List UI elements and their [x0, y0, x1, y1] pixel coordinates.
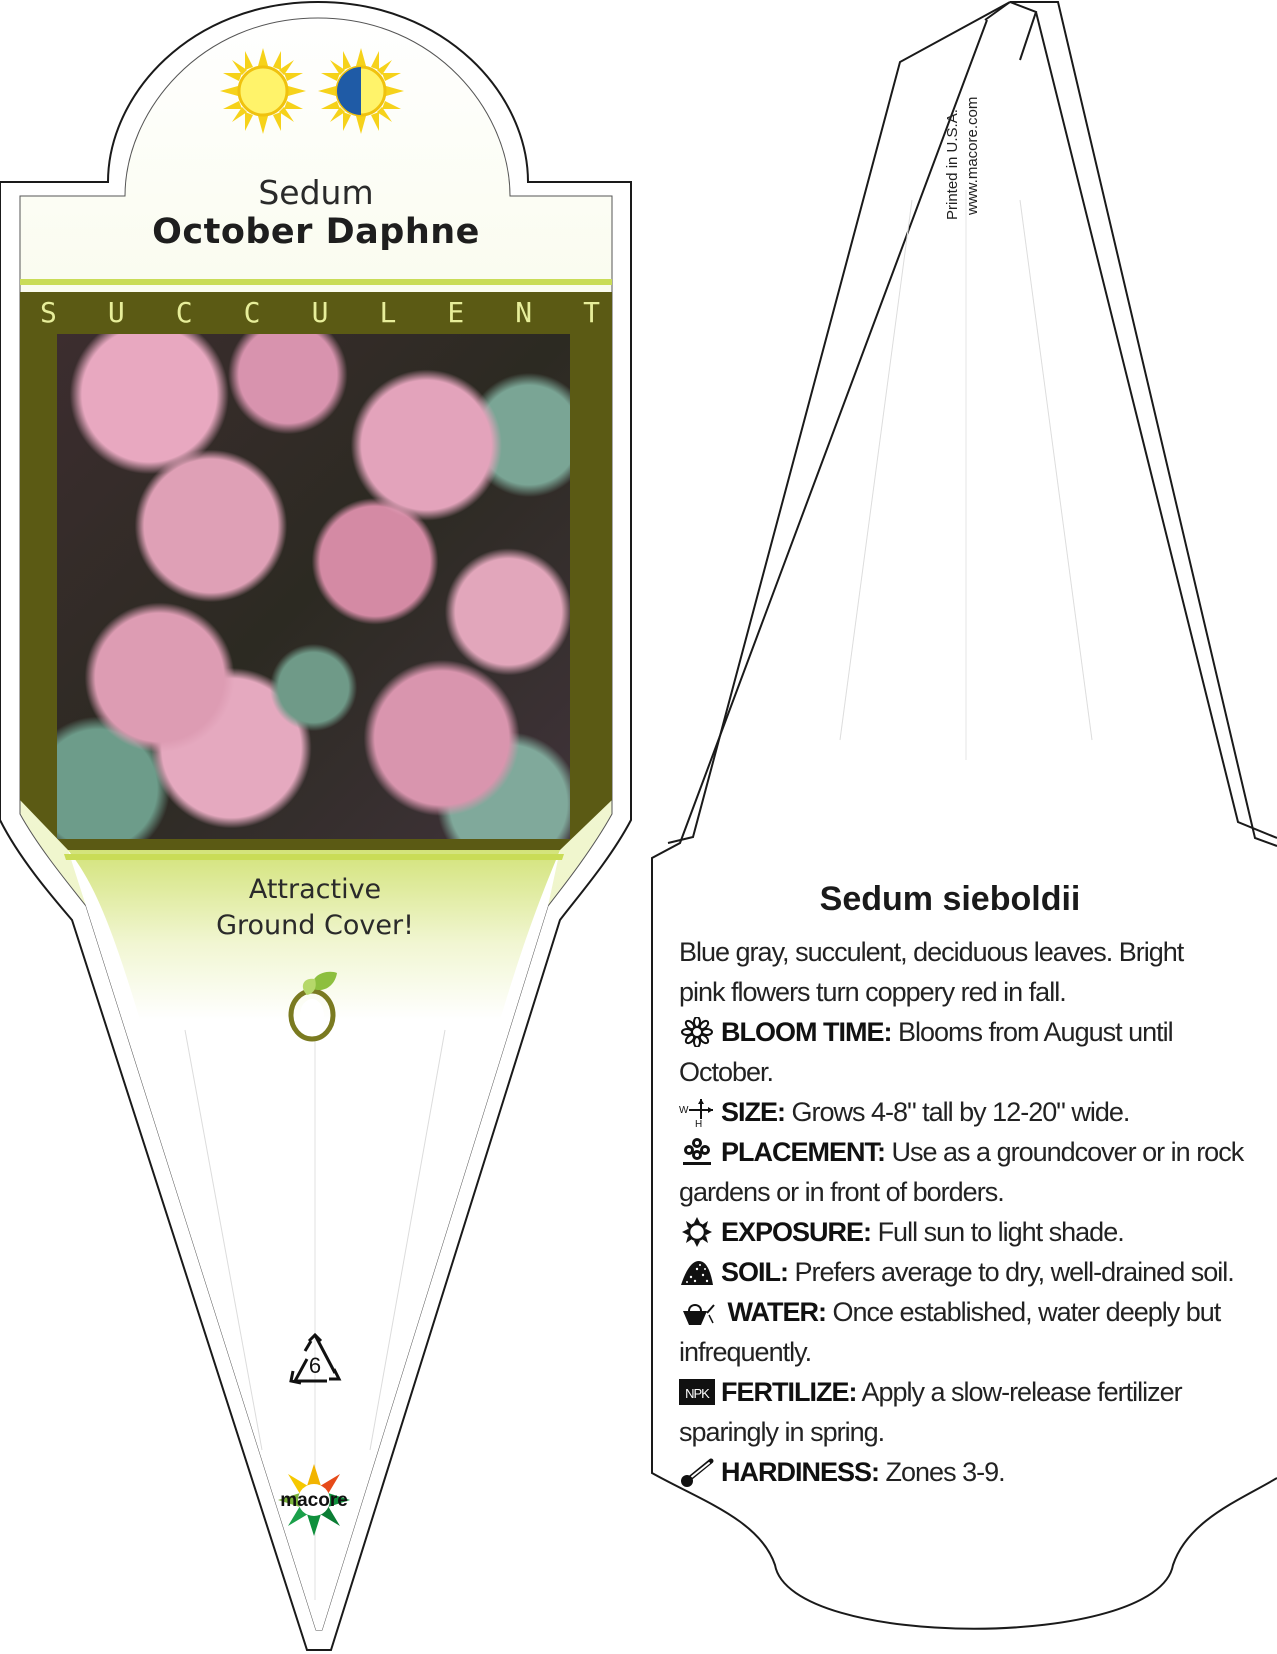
care-text: Apply a slow-release fertilizer sparingly in spring. — [679, 1377, 1182, 1447]
care-label: FERTILIZE: — [721, 1377, 857, 1407]
sun-outline-icon — [679, 1217, 715, 1247]
soil-icon — [679, 1257, 715, 1287]
care-label: HARDINESS: — [721, 1457, 880, 1487]
plant-cultivar: October Daphne — [152, 212, 480, 252]
category-letter: C — [175, 296, 193, 329]
botanical-name: Sedum sieboldii — [819, 880, 1081, 918]
care-item-bloom-time — [679, 1012, 1269, 1092]
care-label: WATER: — [727, 1297, 826, 1327]
recycle-code: 6 — [308, 1353, 322, 1378]
care-text: Zones 3-9. — [885, 1457, 1005, 1487]
tagline-line: Ground Cover! — [216, 910, 414, 941]
thermometer-icon — [679, 1457, 715, 1487]
size-arrows-icon — [679, 1097, 715, 1127]
placement-icon — [679, 1137, 715, 1167]
part-shade-icon — [318, 48, 404, 134]
tagline-line: Attractive — [248, 874, 382, 905]
size-icon-w: W — [679, 1105, 688, 1116]
seed-leaf-icon — [285, 969, 345, 1043]
care-text: Prefers average to dry, well-drained soil. — [794, 1257, 1234, 1287]
category-letter: L — [379, 296, 397, 329]
printed-info — [944, 50, 1004, 220]
care-text: Grows 4-8" tall by 12-20" wide. — [791, 1097, 1130, 1127]
care-label: EXPOSURE: — [721, 1217, 872, 1247]
npk-label: NPK — [685, 1386, 709, 1401]
plant-genus: Sedum — [258, 173, 374, 212]
category-letter: T — [583, 296, 600, 329]
npk-icon — [679, 1377, 715, 1407]
plant-description: Blue gray, succulent, deciduous leaves. Bright pink flowers turn coppery red in fall. — [679, 937, 1184, 1007]
care-item-placement — [679, 1132, 1269, 1212]
category-letter: E — [447, 296, 465, 329]
tagline — [120, 872, 510, 944]
care-item-soil — [679, 1252, 1269, 1292]
full-sun-icon — [220, 48, 306, 134]
care-text: Blooms from August until October. — [679, 1017, 1173, 1087]
category-letter: U — [311, 296, 329, 329]
care-item-fertilize — [679, 1372, 1269, 1452]
care-item-size — [679, 1092, 1269, 1132]
category-letter: S — [40, 296, 57, 329]
printed-origin: Printed in U.S.A. — [944, 109, 961, 220]
brand-name: macore — [280, 1490, 348, 1511]
care-item-hardiness — [679, 1452, 1269, 1492]
category-label — [40, 296, 600, 329]
category-letter: N — [515, 296, 533, 329]
recycle-6-icon — [287, 1333, 343, 1385]
care-text: Full sun to light shade. — [877, 1217, 1124, 1247]
care-text: Once established, water deeply but infrequently. — [679, 1297, 1221, 1367]
care-label: SIZE: — [721, 1097, 786, 1127]
care-label: PLACEMENT: — [721, 1137, 885, 1167]
care-item-water — [679, 1292, 1269, 1372]
category-letter: C — [243, 296, 261, 329]
watering-can-icon — [679, 1297, 715, 1327]
printed-url: www.macore.com — [964, 96, 981, 215]
care-label: SOIL: — [721, 1257, 788, 1287]
care-label: BLOOM TIME: — [721, 1017, 892, 1047]
category-letter: U — [107, 296, 125, 329]
flower-icon — [679, 1017, 715, 1047]
plant-photo — [57, 334, 570, 839]
macore-logo — [270, 1462, 358, 1538]
care-text: Use as a groundcover or in rock gardens or in front of borders. — [679, 1137, 1244, 1207]
care-item-exposure — [679, 1212, 1269, 1252]
size-icon-h: H — [695, 1119, 702, 1127]
care-info — [679, 932, 1269, 1492]
